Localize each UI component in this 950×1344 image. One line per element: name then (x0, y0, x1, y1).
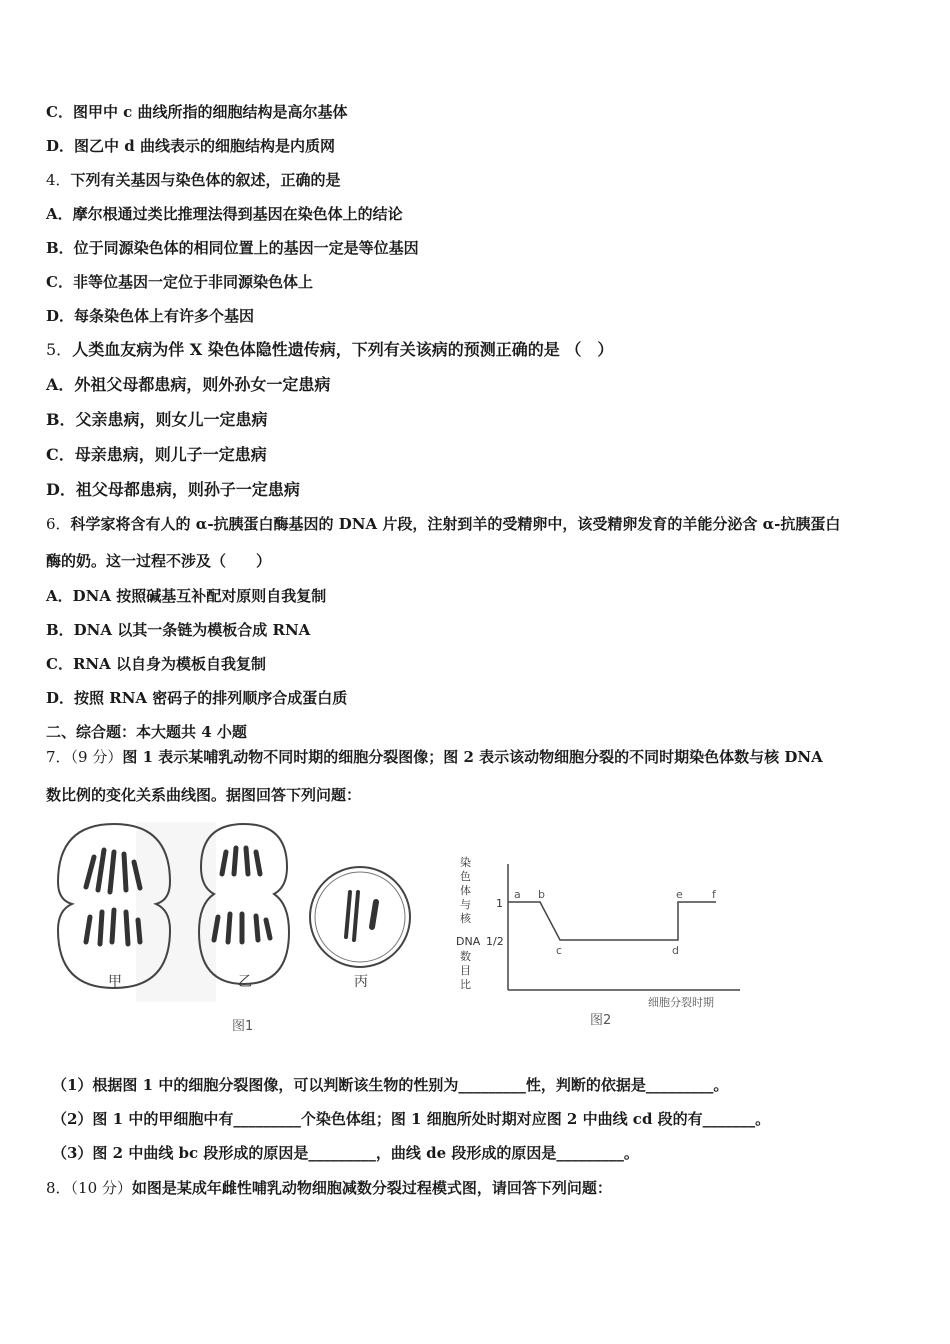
svg-text:数: 数 (460, 950, 471, 963)
q5-option-d: D．祖父母都患病，则孙子一定患病 (46, 480, 300, 499)
point-e: e (676, 888, 683, 901)
section-heading: 二、综合题：本大题共 4 小题 (46, 723, 247, 741)
q6-option-d: D．按照 RNA 密码子的排列顺序合成蛋白质 (46, 689, 348, 707)
question-number: 8．（10 分） (46, 1179, 132, 1197)
q5-option-c: C．母亲患病，则儿子一定患病 (46, 445, 267, 464)
question-text: 下列有关基因与染色体的叙述，正确的是 (70, 171, 341, 189)
svg-text:目: 目 (460, 964, 471, 977)
option-d-prev: D．图乙中 d 曲线表示的细胞结构是内质网 (46, 137, 335, 155)
point-d: d (672, 944, 679, 957)
label-jia: 甲 (108, 974, 122, 990)
figure-1-caption: 图1 (232, 1019, 254, 1034)
label-bing: 丙 (354, 974, 368, 990)
question-number: 5． (46, 340, 73, 359)
question-text: 科学家将含有人的 α-抗胰蛋白酶基因的 DNA 片段，注射到羊的受精卵中，该受精卵发育的羊能分泌含 α-抗胰蛋白 (70, 515, 841, 533)
figure-1 (46, 812, 296, 1042)
svg-text:色: 色 (460, 870, 471, 883)
svg-text:比: 比 (460, 978, 471, 991)
svg-text:与: 与 (460, 898, 471, 911)
question-6-stem-line2: 酶的奶。这一过程不涉及（ ） (46, 552, 272, 570)
q6-option-c: C．RNA 以自身为模板自我复制 (46, 655, 266, 673)
svg-text:DNA: DNA (456, 935, 481, 948)
question-number: 7．（9 分） (46, 748, 123, 766)
question-5-stem (46, 340, 613, 360)
point-b: b (538, 888, 545, 901)
q4-option-b: B．位于同源染色体的相同位置上的基因一定是等位基因 (46, 239, 419, 257)
q7-subquestion-2: （2）图 1 中的甲细胞中有_________个染色体组；图 1 细胞所处时期对应图 2 中曲线 cd 段的有_______。 (52, 1110, 771, 1128)
q5-option-b: B．父亲患病，则女儿一定患病 (46, 410, 268, 429)
figure-2-caption: 图2 (590, 1013, 612, 1028)
label-yi: 乙 (238, 974, 252, 990)
y-tick-1: 1 (496, 897, 503, 910)
option-c-prev: C．图甲中 c 曲线所指的细胞结构是高尔基体 (46, 103, 348, 121)
q6-option-b: B．DNA 以其一条链为模板合成 RNA (46, 621, 311, 639)
svg-text:体: 体 (460, 884, 471, 897)
q6-option-a: A．DNA 按照碱基互补配对原则自我复制 (46, 587, 327, 605)
question-7-stem-line2: 数比例的变化关系曲线图。据图回答下列问题： (46, 786, 362, 804)
q4-option-d: D．每条染色体上有许多个基因 (46, 307, 255, 325)
svg-text:核: 核 (460, 912, 471, 925)
figure-2-chart (450, 852, 750, 1032)
x-axis-label: 细胞分裂时期 (648, 996, 714, 1009)
svg-text:染: 染 (460, 856, 471, 869)
point-c: c (556, 944, 563, 957)
q7-subquestion-3: （3）图 2 中曲线 bc 段形成的原因是_________，曲线 de 段形成的原因是_________。 (52, 1144, 639, 1162)
question-text: 如图是某成年雌性哺乳动物细胞减数分裂过程模式图，请回答下列问题： (131, 1179, 612, 1197)
question-text: 人类血友病为伴 X 染色体隐性遗传病，下列有关该病的预测正确的是 （ ） (72, 340, 614, 359)
y-tick-half: 1/2 (486, 935, 504, 948)
question-8-stem (46, 1178, 612, 1198)
question-text: 图 1 表示某哺乳动物不同时期的细胞分裂图像；图 2 表示该动物细胞分裂的不同时期染色体数与核 DNA (122, 748, 823, 766)
q5-option-a: A．外祖父母都患病，则外孙女一定患病 (46, 375, 331, 394)
q4-option-a: A．摩尔根通过类比推理法得到基因在染色体上的结论 (46, 205, 403, 223)
q7-subquestion-1: （1）根据图 1 中的细胞分裂图像，可以判断该生物的性别为_________性，判断的依据是_________。 (52, 1076, 729, 1094)
question-number: 6． (46, 515, 71, 533)
question-6-stem-line1 (46, 514, 840, 534)
q4-option-c: C．非等位基因一定位于非同源染色体上 (46, 273, 313, 291)
question-number: 4． (46, 171, 71, 189)
ratio-curve (508, 902, 716, 940)
point-f: f (712, 888, 716, 901)
cell-bing (310, 867, 410, 967)
question-7-stem-line1 (46, 747, 823, 767)
point-a: a (514, 888, 521, 901)
y-axis-label (456, 855, 481, 991)
question-4-stem (46, 170, 341, 190)
cell-bing-figure (306, 862, 416, 992)
